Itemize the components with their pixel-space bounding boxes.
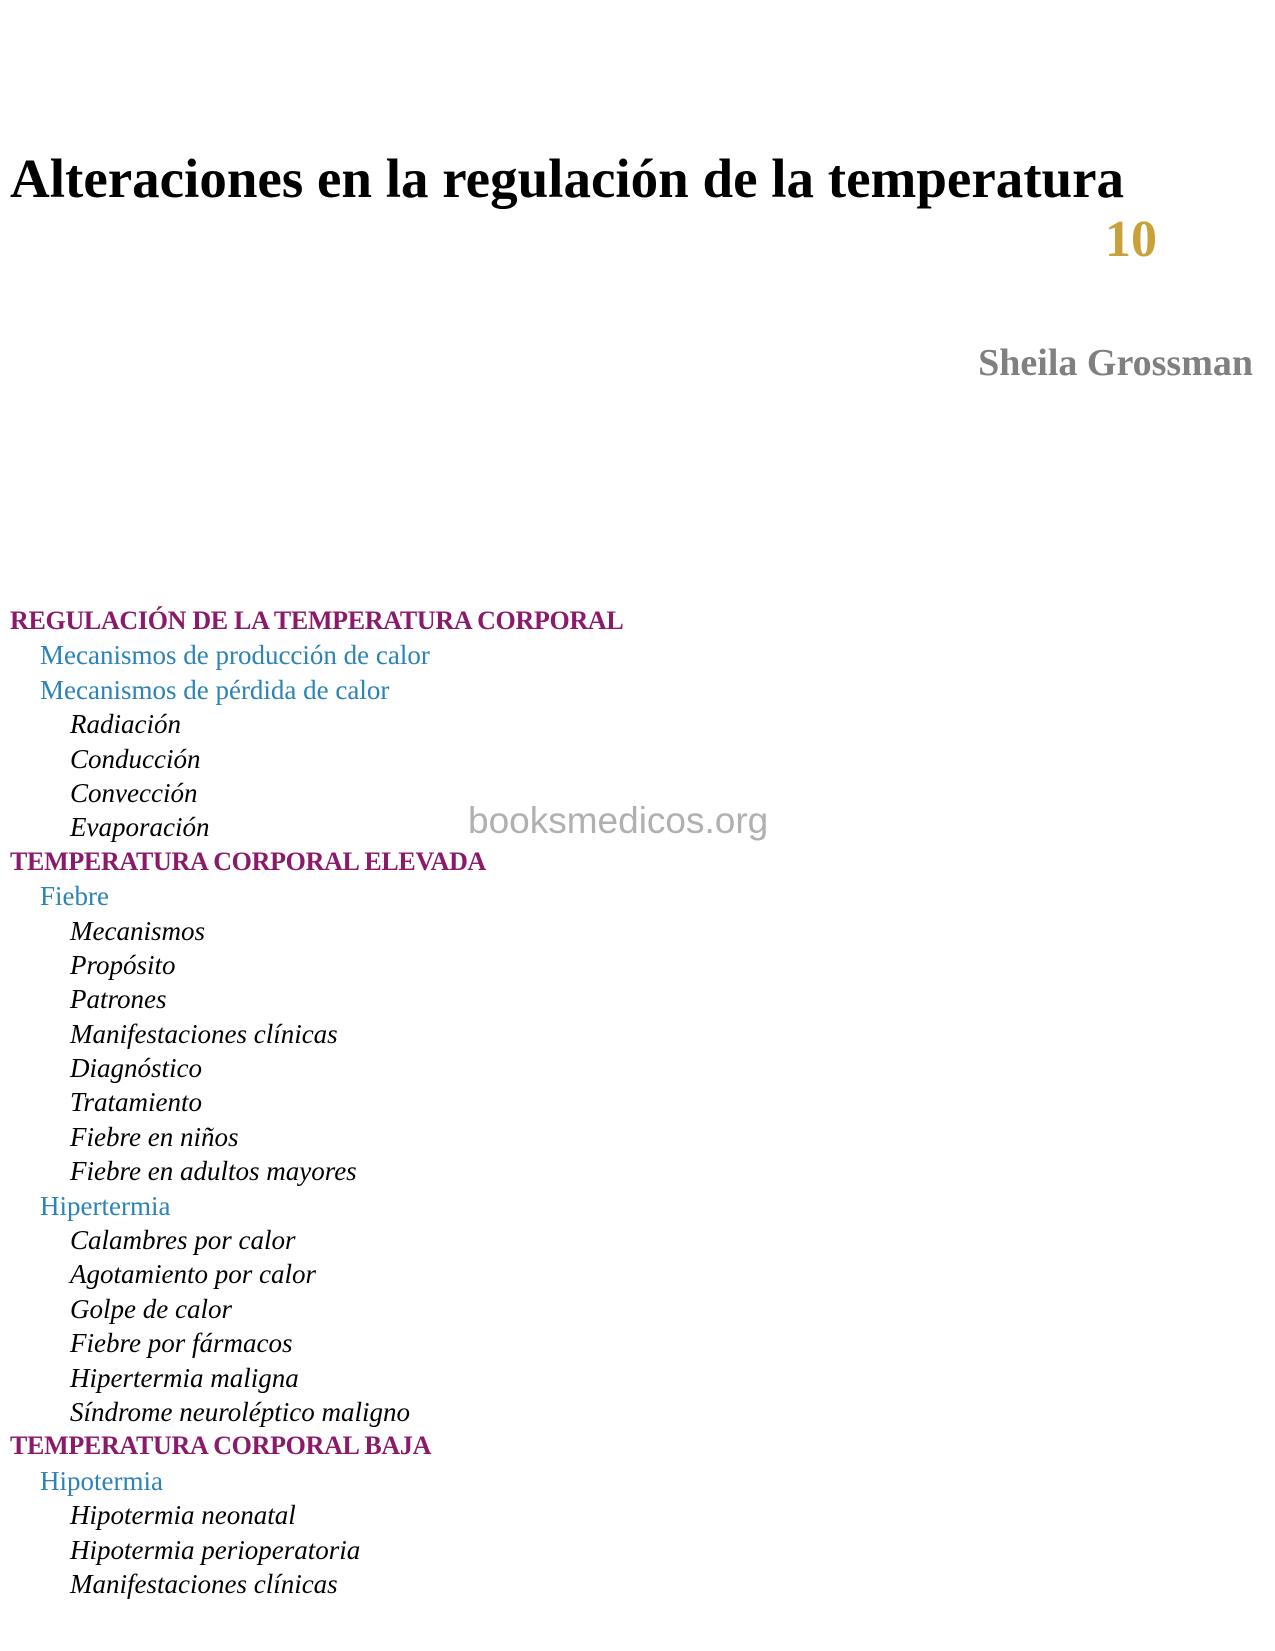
outline-section-heading: TEMPERATURA CORPORAL ELEVADA [10, 846, 487, 876]
outline-topic: Agotamiento por calor [70, 1259, 316, 1290]
outline-topic: Tratamiento [70, 1087, 203, 1118]
outline-topic: Manifestaciones clínicas [70, 1568, 338, 1599]
outline-topic: Fiebre en niños [70, 1121, 239, 1152]
outline-subsection: Hipotermia [40, 1465, 163, 1496]
outline-topic: Propósito [70, 949, 176, 980]
outline-topic: Diagnóstico [70, 1053, 202, 1084]
author-name: Sheila Grossman [978, 342, 1253, 384]
outline-section-heading: REGULACIÓN DE LA TEMPERATURA CORPORAL [10, 606, 624, 635]
chapter-title: Alteraciones en la regulación de la temperatura [10, 147, 1125, 209]
outline-topic: Hipotermia perioperatoria [70, 1534, 361, 1565]
outline-subsection: Mecanismos de pérdida de calor [40, 674, 390, 705]
outline-topic: Síndrome neuroléptico maligno [70, 1396, 410, 1427]
outline-topic: Evaporación [70, 812, 210, 843]
outline-subsection: Fiebre [40, 881, 109, 912]
outline-subsection: Hipertermia [40, 1190, 171, 1221]
outline-topic: Conducción [70, 743, 201, 774]
outline-topic: Manifestaciones clínicas [70, 1018, 338, 1049]
outline-topic: Mecanismos [70, 915, 205, 946]
outline-topic: Convección [70, 777, 198, 808]
outline-topic: Calambres por calor [70, 1225, 296, 1256]
outline-topic: Radiación [70, 709, 181, 740]
chapter-outline [10, 604, 623, 1601]
outline-topic: Patrones [70, 984, 167, 1015]
watermark: booksmedicos.org [468, 800, 769, 841]
outline-topic: Golpe de calor [70, 1293, 232, 1324]
outline-topic: Fiebre en adultos mayores [70, 1156, 357, 1187]
outline-subsection: Mecanismos de producción de calor [40, 640, 430, 671]
outline-topic: Hipertermia maligna [70, 1362, 299, 1393]
chapter-number: 10 [1105, 211, 1157, 268]
outline-topic: Fiebre por fármacos [70, 1328, 293, 1359]
outline-section-heading: TEMPERATURA CORPORAL BAJA [10, 1431, 432, 1461]
outline-topic: Hipotermia neonatal [70, 1500, 296, 1531]
